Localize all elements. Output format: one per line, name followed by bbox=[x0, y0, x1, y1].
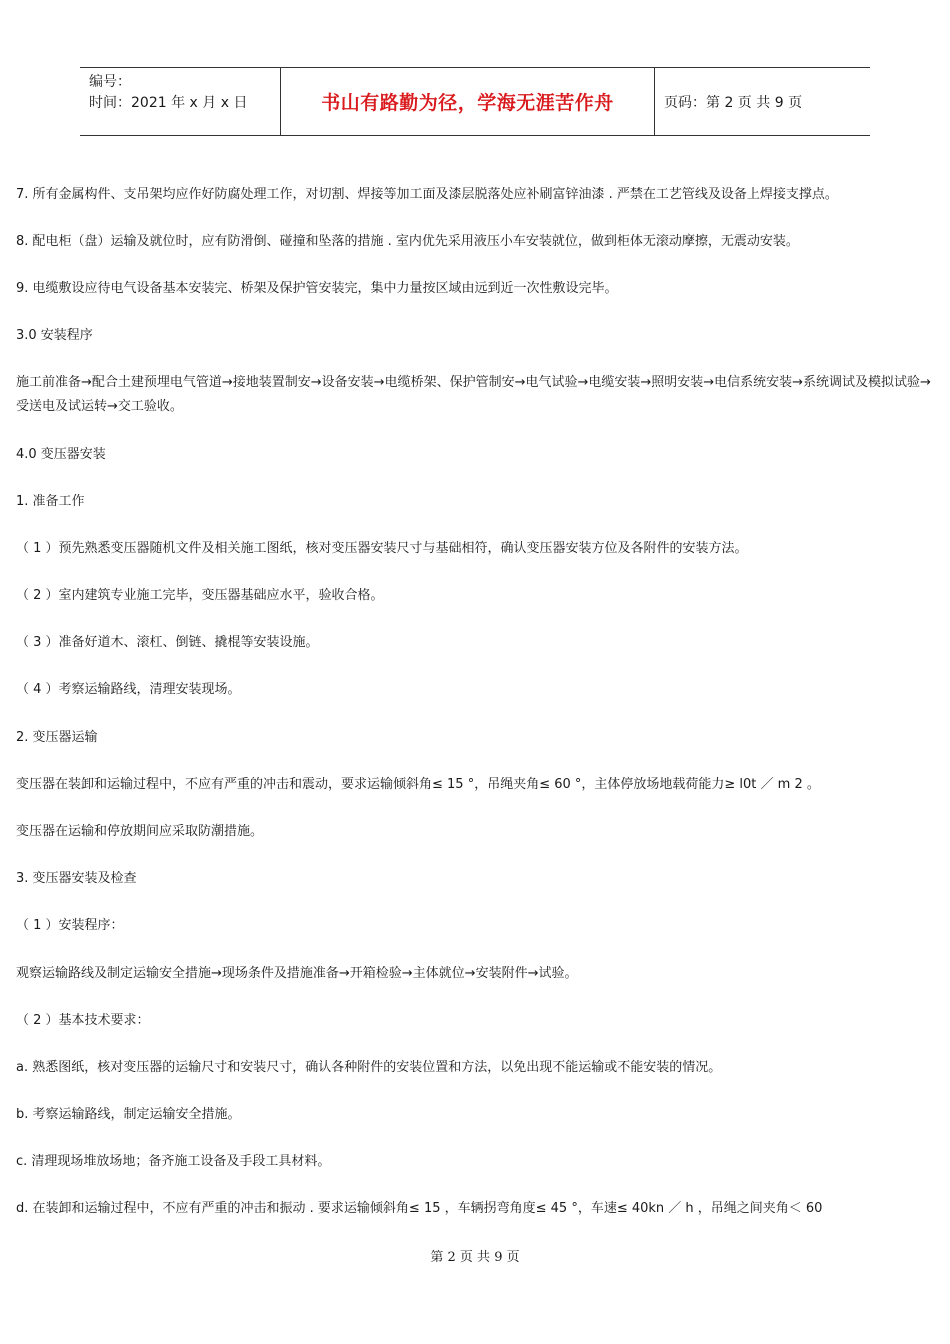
prep-item-2: （ 2 ）室内建筑专业施工完毕，变压器基础应水平，验收合格。 bbox=[16, 588, 384, 603]
install-item-2: （ 2 ）基本技术要求： bbox=[16, 1013, 150, 1028]
page-footer: 第 2 页 共 9 页 bbox=[430, 1250, 520, 1265]
prep-item-4: （ 4 ）考察运输路线，清理安装现场。 bbox=[16, 682, 241, 697]
transport-text-1: 变压器在装卸和运输过程中，不应有严重的冲击和震动，要求运输倾斜角≤ 15 °，吊绳夹角≤ 60 °，主体停放场地载荷能力≥ l0t ／ m 2 。 bbox=[16, 777, 820, 792]
requirement-c: c. 清理现场堆放场地；备齐施工设备及手段工具材料。 bbox=[16, 1154, 331, 1169]
paragraph-item-9: 9. 电缆敷设应待电气设备基本安装完、桥架及保护管安装完，集中力量按区域由远到近一次性敷设完毕。 bbox=[16, 281, 618, 296]
section-heading-4: 4.0 变压器安装 bbox=[16, 447, 106, 462]
header-motto-cell bbox=[281, 68, 655, 135]
install-procedure-text: 施工前准备→配合土建预埋电气管道→接地装置制安→设备安装→电缆桥架、保护管制安→电气试验→电缆安装→照明安装→电信系统安装→系统调试及模拟试验→受送电及试运转→交工验收。 bbox=[16, 375, 931, 414]
prep-item-1: （ 1 ）预先熟悉变压器随机文件及相关施工图纸，核对变压器安装尺寸与基础相符，确认变压器安装方位及各附件的安装方法。 bbox=[16, 541, 748, 556]
paragraph-item-8: 8. 配电柜（盘）运输及就位时，应有防滑倒、碰撞和坠落的措施 . 室内优先采用液压小车安装就位，做到柜体无滚动摩擦，无震动安装。 bbox=[16, 234, 799, 249]
install-item-1: （ 1 ）安装程序： bbox=[16, 918, 124, 933]
requirement-d: d. 在装卸和运输过程中，不应有严重的冲击和振动 . 要求运输倾斜角≤ 15 ，车辆拐弯角度≤ 45 °，车速≤ 40kn ／ h ，吊绳之间夹角＜ 60 bbox=[16, 1201, 823, 1216]
header-page-code-cell bbox=[655, 68, 870, 135]
prep-item-3: （ 3 ）准备好道木、滚杠、倒链、撬棍等安装设施。 bbox=[16, 635, 319, 650]
section-heading-3: 3.0 安装程序 bbox=[16, 328, 93, 343]
document-date: 时间：2021 年 x 月 x 日 bbox=[89, 95, 248, 111]
subheading-transport: 2. 变压器运输 bbox=[16, 730, 98, 745]
requirement-a: a. 熟悉图纸，核对变压器的运输尺寸和安装尺寸，确认各种附件的安装位置和方法，以免出现不能运输或不能安装的情况。 bbox=[16, 1060, 722, 1075]
subheading-preparation: 1. 准备工作 bbox=[16, 494, 85, 509]
document-number: 编号： bbox=[89, 74, 131, 90]
page-code: 页码：第 2 页 共 9 页 bbox=[664, 94, 803, 111]
paragraph-item-7: 7. 所有金属构件、支吊架均应作好防腐处理工作，对切割、焊接等加工面及漆层脱落处应补刷富锌油漆 . 严禁在工艺管线及设备上焊接支撑点。 bbox=[16, 187, 838, 202]
header-meta bbox=[80, 68, 281, 135]
subheading-installation: 3. 变压器安装及检查 bbox=[16, 871, 137, 886]
requirement-b: b. 考察运输路线，制定运输安全措施。 bbox=[16, 1107, 241, 1122]
install-sequence: 观察运输路线及制定运输安全措施→现场条件及措施准备→开箱检验→主体就位→安装附件→试验。 bbox=[16, 966, 578, 981]
header-motto: 书山有路勤为径，学海无涯苦作舟 bbox=[321, 92, 614, 114]
transport-text-2: 变压器在运输和停放期间应采取防潮措施。 bbox=[16, 824, 264, 839]
document-header bbox=[80, 67, 870, 136]
